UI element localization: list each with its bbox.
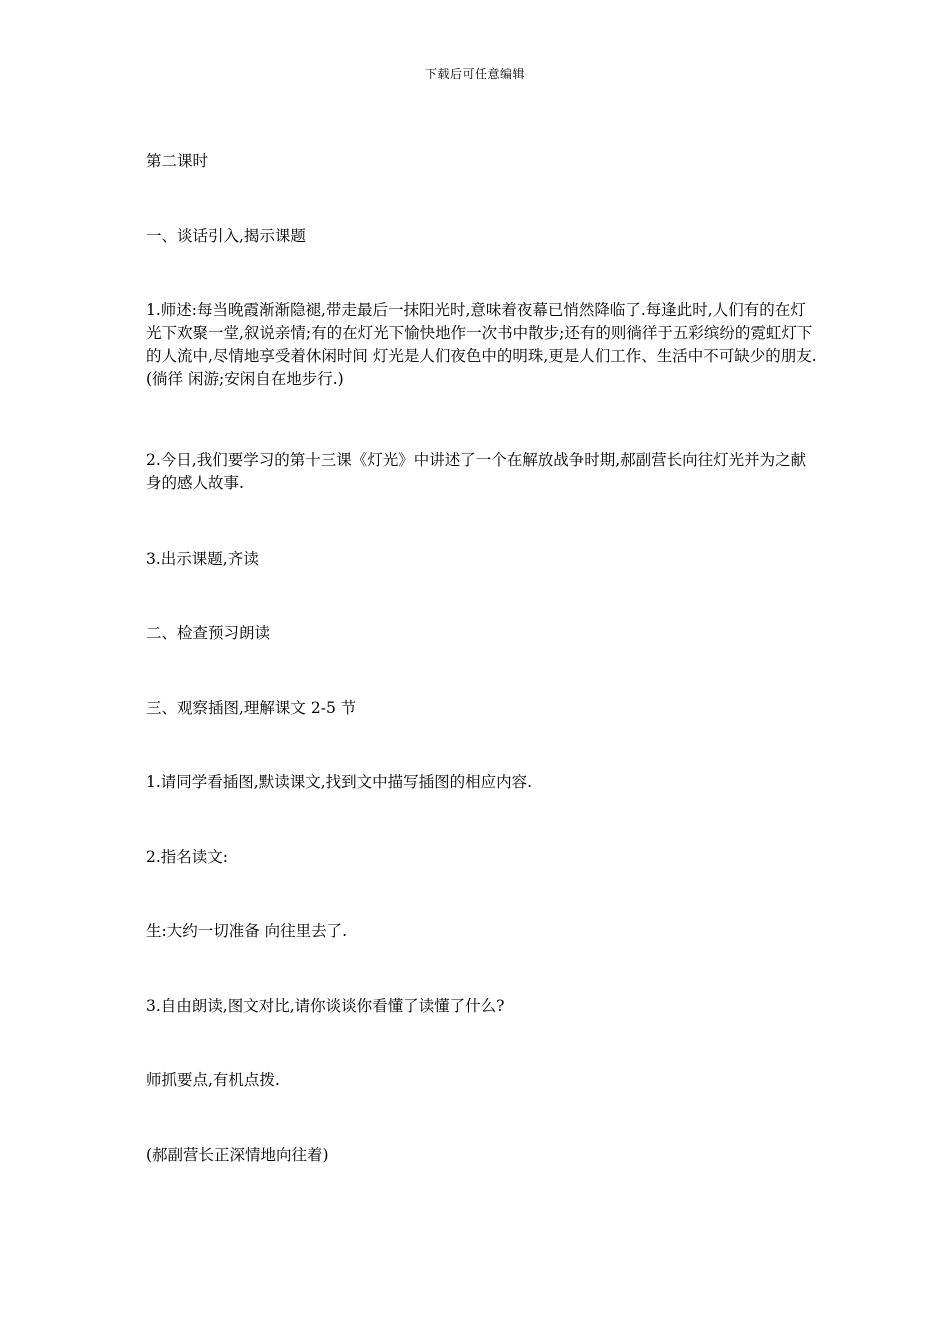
page-header: 下载后可任意编辑 — [424, 67, 525, 81]
paragraph-read-aloud: 2.指名读文: — [146, 848, 229, 866]
section-heading-1: 一、谈话引入,揭示课题 — [146, 227, 306, 245]
paragraph-lesson-story: 2.今日,我们要学习的第十三课《灯光》中讲述了一个在解放战争时期,郝副营长向往灯光并为之献身的感人故事. — [146, 451, 807, 492]
paragraph-teacher-guidance: 师抓要点,有机点拨. — [146, 1071, 280, 1089]
lesson-heading: 第二课时 — [146, 152, 209, 170]
paragraph-view-illustration: 1.请同学看插图,默读课文,找到文中描写插图的相应内容. — [146, 773, 533, 791]
section-heading-2: 二、检查预习朗读 — [146, 624, 271, 642]
paragraph-free-reading: 3.自由朗读,图文对比,请你谈谈你看懂了读懂了什么? — [146, 997, 505, 1015]
paragraph-intro: 1.师述:每当晚霞渐渐隐褪,带走最后一抹阳光时,意味着夜幕已悄然降临了.每逢此时,人们有的在灯光下欢聚一堂,叙说亲情;有的在灯光下愉快地作一次书中散步;还有的则徜徉于五彩缤纷的霓虹灯下的人流中,尽情地享受着休闲时间 灯光是人们夜色中的明珠,更是人们工作、生活中不可缺少的朋友.(徜徉 闲游;安闲自在地步行.) — [146, 301, 817, 388]
paragraph-student-reads: 生:大约一切准备 向往里去了. — [146, 922, 348, 940]
section-heading-3: 三、观察插图,理解课文 2-5 节 — [146, 699, 357, 717]
paragraph-show-title: 3.出示课题,齐读 — [146, 550, 259, 568]
paragraph-note: (郝副营长正深情地向往着) — [146, 1146, 329, 1164]
